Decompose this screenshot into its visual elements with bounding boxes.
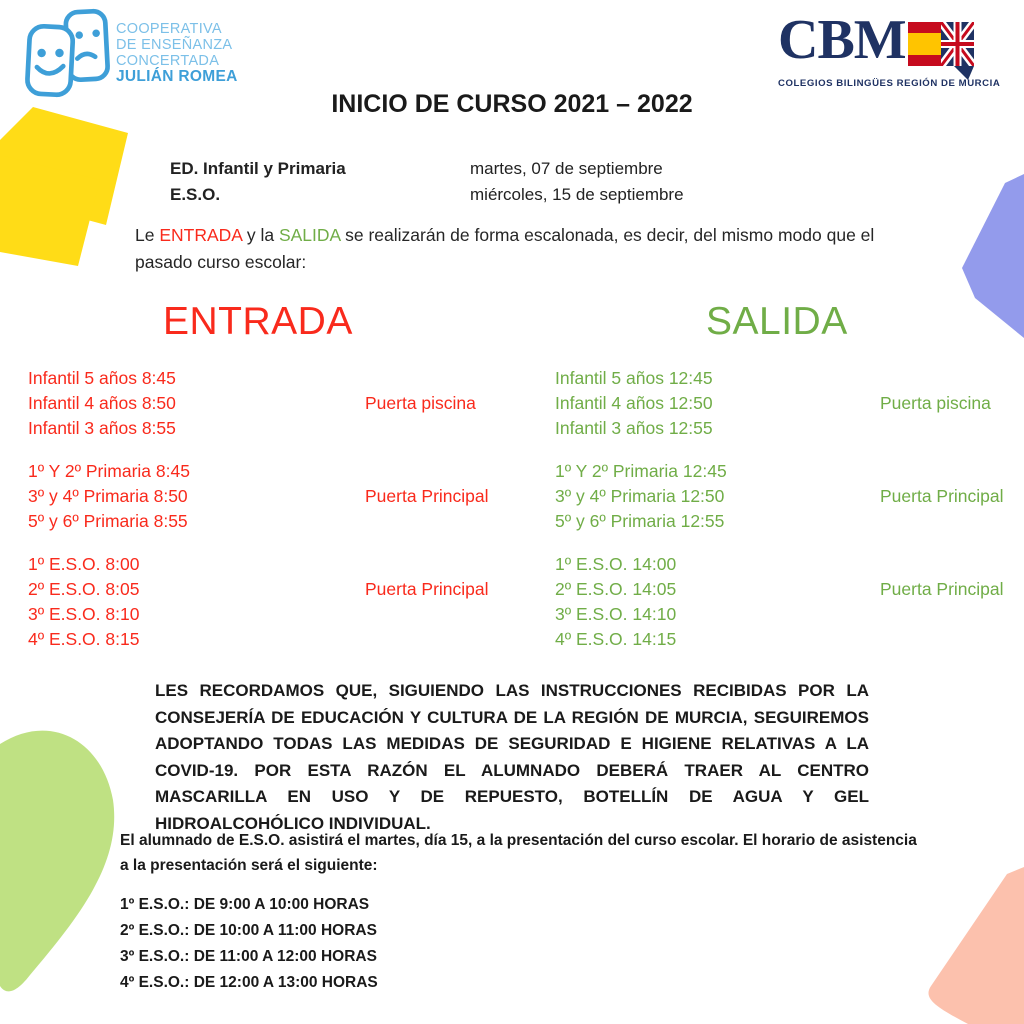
intro-prefix: Le bbox=[135, 225, 160, 245]
schedule-row: Infantil 3 años 12:55 bbox=[555, 418, 713, 438]
coop-logo-text bbox=[116, 21, 238, 85]
schedule-row: 3º y 4º Primaria 8:50 bbox=[28, 486, 188, 506]
gate-label: Puerta Principal bbox=[365, 579, 489, 599]
gate-label: Puerta Principal bbox=[880, 486, 1004, 506]
start-date-value: martes, 07 de septiembre bbox=[470, 159, 663, 178]
gate-label: Puerta Principal bbox=[365, 486, 489, 506]
schedule-row: 3º y 4º Primaria 12:50 bbox=[555, 486, 725, 506]
eso-hours-row: 1º E.S.O.: DE 9:00 A 10:00 HORAS bbox=[120, 896, 370, 913]
start-dates bbox=[170, 156, 684, 208]
gate-label: Puerta Principal bbox=[880, 579, 1004, 599]
intro-paragraph bbox=[135, 222, 883, 276]
intro-salida-word: SALIDA bbox=[278, 225, 341, 245]
schedule-row: Infantil 5 años 8:45 bbox=[28, 368, 176, 388]
schedule-row: Infantil 3 años 8:55 bbox=[28, 418, 176, 438]
eso-presentation-paragraph: El alumnado de E.S.O. asistirá el martes, día 15, a la presentación del curso escolar. El horario de asistencia a la presentación será el siguiente: bbox=[120, 832, 917, 874]
coop-logo-line: CONCERTADA bbox=[116, 53, 220, 69]
start-date-label: ED. Infantil y Primaria bbox=[170, 159, 346, 178]
entrada-eso-group bbox=[28, 552, 498, 652]
salida-eso-group bbox=[555, 552, 1024, 652]
theater-masks-icon bbox=[20, 6, 114, 100]
cbm-tagline: COLEGIOS BILINGÜES REGIÓN DE MURCIA bbox=[778, 78, 1001, 89]
salida-column bbox=[555, 366, 1024, 670]
entrada-column bbox=[28, 366, 498, 670]
schedule-row: 1º Y 2º Primaria 8:45 bbox=[28, 461, 190, 481]
entrada-infantil-group bbox=[28, 366, 498, 441]
start-date-label: E.S.O. bbox=[170, 185, 221, 204]
eso-hours-row: 3º E.S.O.: DE 11:00 A 12:00 HORAS bbox=[120, 948, 377, 965]
intro-suffix: se realizarán de forma escalonada, es decir, del mismo modo que el pasado curso escolar: bbox=[135, 225, 875, 272]
schedule-row: 5º y 6º Primaria 8:55 bbox=[28, 511, 188, 531]
coop-logo-line: DE ENSEÑANZA bbox=[116, 37, 233, 53]
schedule-row: Infantil 4 años 8:50 bbox=[28, 393, 176, 413]
schedule-row: Infantil 5 años 12:45 bbox=[555, 368, 713, 388]
cbm-acronym: CBM bbox=[778, 9, 906, 71]
schedule-row: 2º E.S.O. 8:05 bbox=[28, 579, 140, 599]
salida-infantil-group bbox=[555, 366, 1024, 441]
start-date-value: miércoles, 15 de septiembre bbox=[470, 185, 684, 204]
schedule-row: 5º y 6º Primaria 12:55 bbox=[555, 511, 725, 531]
covid-notice-paragraph: LES RECORDAMOS QUE, SIGUIENDO LAS INSTRUCCIONES RECIBIDAS POR LA CONSEJERÍA DE EDUCACIÓN Y CULTURA DE LA REGIÓN DE MURCIA, SEGUIREMOS ADOPTANDO TODAS LAS MEDIDAS DE SEGURIDAD E HIGIENE RELATIVAS A LA COVID-19. POR ESTA RAZÓN EL ALUMNADO DEBERÁ TRAER AL CENTRO MASCARILLA EN USO Y DE REPUESTO, BOTELLÍN DE AGUA Y GEL HIDROALCOHÓLICO INDIVIDUAL. bbox=[155, 681, 869, 833]
schedule-row: 4º E.S.O. 8:15 bbox=[28, 629, 140, 649]
schedule-row: 1º E.S.O. 14:00 bbox=[555, 554, 677, 574]
salida-primaria-group bbox=[555, 459, 1024, 534]
coop-logo-line: COOPERATIVA bbox=[116, 21, 222, 37]
start-date-row bbox=[170, 182, 684, 208]
start-date-row bbox=[170, 156, 684, 182]
schedule-row: 1º E.S.O. 8:00 bbox=[28, 554, 140, 574]
entrada-heading: ENTRADA bbox=[163, 300, 353, 343]
entrada-primaria-group bbox=[28, 459, 498, 534]
eso-hours-row: 4º E.S.O.: DE 12:00 A 13:00 HORAS bbox=[120, 974, 378, 991]
gate-label: Puerta piscina bbox=[365, 393, 476, 413]
gate-label: Puerta piscina bbox=[880, 393, 991, 413]
schedule-row: 1º Y 2º Primaria 12:45 bbox=[555, 461, 727, 481]
spain-uk-flag-icon bbox=[908, 22, 978, 80]
salida-heading: SALIDA bbox=[706, 300, 848, 343]
schedule-row: Infantil 4 años 12:50 bbox=[555, 393, 713, 413]
page-title: INICIO DE CURSO 2021 – 2022 bbox=[331, 90, 693, 118]
schedule-row: 2º E.S.O. 14:05 bbox=[555, 579, 677, 599]
intro-middle: y la bbox=[241, 225, 279, 245]
schedule-row: 4º E.S.O. 14:15 bbox=[555, 629, 677, 649]
cbm-logo bbox=[778, 9, 1018, 89]
eso-hours-row: 2º E.S.O.: DE 10:00 A 11:00 HORAS bbox=[120, 922, 377, 939]
intro-entrada-word: ENTRADA bbox=[159, 225, 242, 245]
eso-presentation-hours bbox=[120, 892, 378, 996]
schedule-row: 3º E.S.O. 14:10 bbox=[555, 604, 677, 624]
coop-logo-name: JULIÁN ROMEA bbox=[116, 68, 238, 85]
schedule-row: 3º E.S.O. 8:10 bbox=[28, 604, 140, 624]
